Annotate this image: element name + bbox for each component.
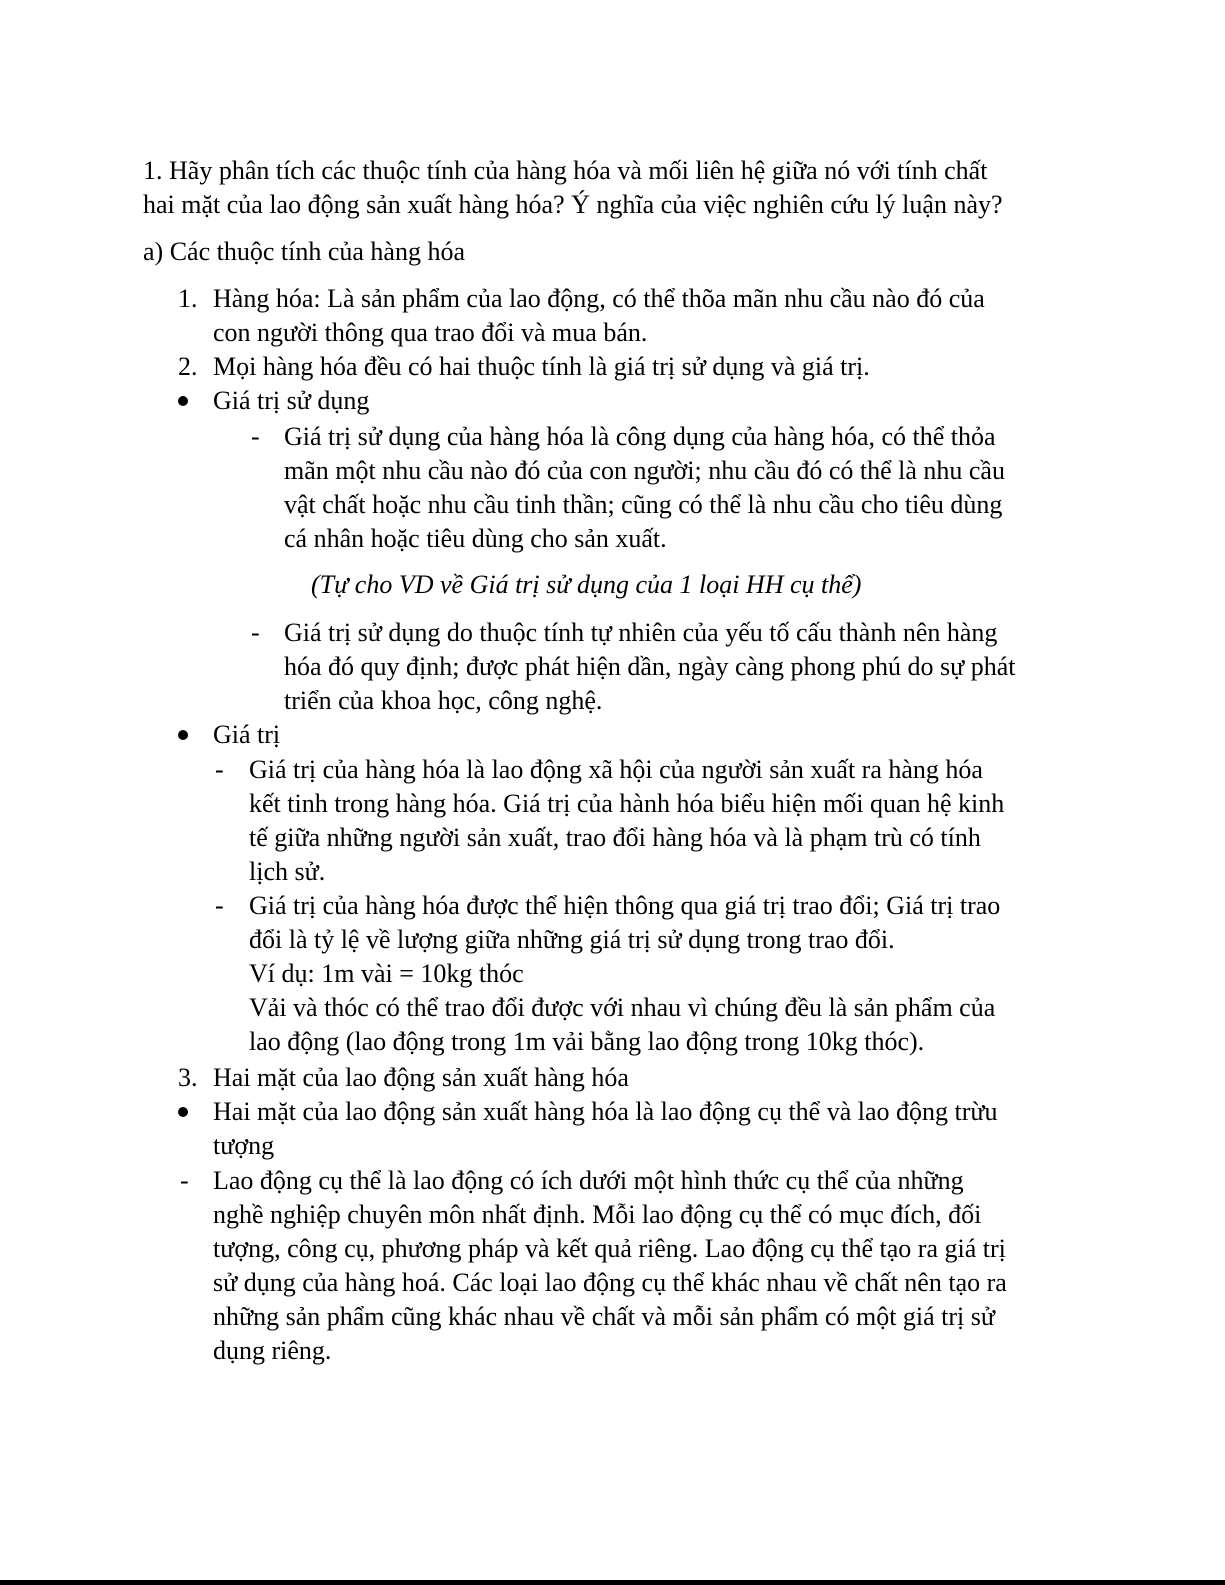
- use-value-dash1-line: mãn một nhu cầu nào đó của con người; nhu cầu đó có thể là nhu cầu: [284, 456, 1005, 485]
- item3-text: [213, 1061, 629, 1095]
- use-value-dash1-line: vật chất hoặc nhu cầu tinh thần; cũng có thể là nhu cầu cho tiêu dùng: [284, 490, 1003, 519]
- bullet-dot-icon: [178, 396, 188, 406]
- use-value-dash2-marker: -: [251, 618, 260, 647]
- two-sides-line: tượng: [213, 1131, 275, 1160]
- value-dash1-text: [249, 753, 1004, 889]
- item1-line: Hàng hóa: Là sản phẩm của lao động, có thể thõa mãn nhu cầu nào đó của: [213, 284, 985, 313]
- use-value-label: Giá trị sử dụng: [213, 386, 370, 415]
- value-dash2-marker: -: [215, 891, 224, 920]
- item2-line: Mọi hàng hóa đều có hai thuộc tính là giá trị sử dụng và giá trị.: [213, 352, 870, 381]
- value-dash1-marker: -: [215, 755, 224, 784]
- value-dash1-line: Giá trị của hàng hóa là lao động xã hội của người sản xuất ra hàng hóa: [249, 755, 983, 784]
- value-label: Giá trị: [213, 720, 281, 749]
- item2-marker: 2.: [178, 352, 198, 381]
- use-value-dash1-marker: -: [251, 422, 260, 451]
- value-dash1-line: tế giữa những người sản xuất, trao đổi hàng hóa và là phạm trù có tính: [249, 823, 981, 852]
- question-line: hai mặt của lao động sản xuất hàng hóa? Ý nghĩa của việc nghiên cứu lý luận này?: [143, 190, 1003, 219]
- value-dash1-line: lịch sử.: [249, 857, 326, 886]
- use-value-note: (Tự cho VD về Giá trị sử dụng của 1 loại HH cụ thể): [311, 570, 862, 599]
- bullet-dot-icon: [178, 730, 188, 740]
- use-value-dash1-line: Giá trị sử dụng của hàng hóa là công dụng của hàng hóa, có thể thỏa: [284, 422, 996, 451]
- use-value-dash1-text: [284, 420, 1005, 556]
- use-value-dash1-line: cá nhân hoặc tiêu dùng cho sản xuất.: [284, 524, 667, 553]
- page-bottom-border: [0, 1580, 1225, 1585]
- use-value-dash2-line: triển của khoa học, công nghệ.: [284, 686, 603, 715]
- item2-text: [213, 350, 870, 384]
- concrete-labor-marker: -: [180, 1166, 189, 1195]
- concrete-labor-line: những sản phẩm cũng khác nhau về chất và mỗi sản phẩm có một giá trị sử: [213, 1302, 995, 1331]
- item1-line: con người thông qua trao đổi và mua bán.: [213, 318, 648, 347]
- section-a-heading: a) Các thuộc tính của hàng hóa: [143, 237, 465, 266]
- question-paragraph: [143, 154, 1003, 222]
- concrete-labor-line: sử dụng của hàng hoá. Các loại lao động cụ thể khác nhau về chất nên tạo ra: [213, 1268, 1007, 1297]
- value-dash2-text: [249, 889, 1000, 1059]
- concrete-labor-line: dụng riêng.: [213, 1336, 332, 1365]
- two-sides-text: [213, 1095, 997, 1163]
- concrete-labor-line: tượng, công cụ, phương pháp và kết quả riêng. Lao động cụ thể tạo ra giá trị: [213, 1234, 1006, 1263]
- item1-marker: 1.: [178, 284, 198, 313]
- concrete-labor-text: [213, 1164, 1007, 1368]
- use-value-dash2-line: Giá trị sử dụng do thuộc tính tự nhiên của yếu tố cấu thành nên hàng: [284, 618, 998, 647]
- value-dash1-line: kết tinh trong hàng hóa. Giá trị của hành hóa biểu hiện mối quan hệ kinh: [249, 789, 1005, 818]
- two-sides-line: Hai mặt của lao động sản xuất hàng hóa là lao động cụ thể và lao động trừu: [213, 1097, 998, 1126]
- value-dash2-line: Giá trị của hàng hóa được thể hiện thông qua giá trị trao đổi; Giá trị trao: [249, 891, 1001, 920]
- value-dash2-line: Ví dụ: 1m vài = 10kg thóc: [249, 959, 524, 988]
- item3-line: Hai mặt của lao động sản xuất hàng hóa: [213, 1063, 629, 1092]
- concrete-labor-line: nghề nghiệp chuyên môn nhất định. Mỗi lao động cụ thể có mục đích, đối: [213, 1200, 982, 1229]
- value-dash2-line: đổi là tỷ lệ về lượng giữa những giá trị sử dụng trong trao đổi.: [249, 925, 895, 954]
- question-line: 1. Hãy phân tích các thuộc tính của hàng hóa và mối liên hệ giữa nó với tính chất: [143, 156, 988, 185]
- use-value-dash2-line: hóa đó quy định; được phát hiện dần, ngày càng phong phú do sự phát: [284, 652, 1016, 681]
- bullet-dot-icon: [178, 1107, 188, 1117]
- use-value-dash2-text: [284, 616, 1016, 718]
- item3-marker: 3.: [178, 1063, 198, 1092]
- item1-text: [213, 282, 985, 350]
- concrete-labor-line: Lao động cụ thể là lao động có ích dưới một hình thức cụ thể của những: [213, 1166, 964, 1195]
- value-dash2-line: Vải và thóc có thể trao đổi được với nhau vì chúng đều là sản phẩm của: [249, 993, 996, 1022]
- value-dash2-line: lao động (lao động trong 1m vải bằng lao động trong 10kg thóc).: [249, 1027, 925, 1056]
